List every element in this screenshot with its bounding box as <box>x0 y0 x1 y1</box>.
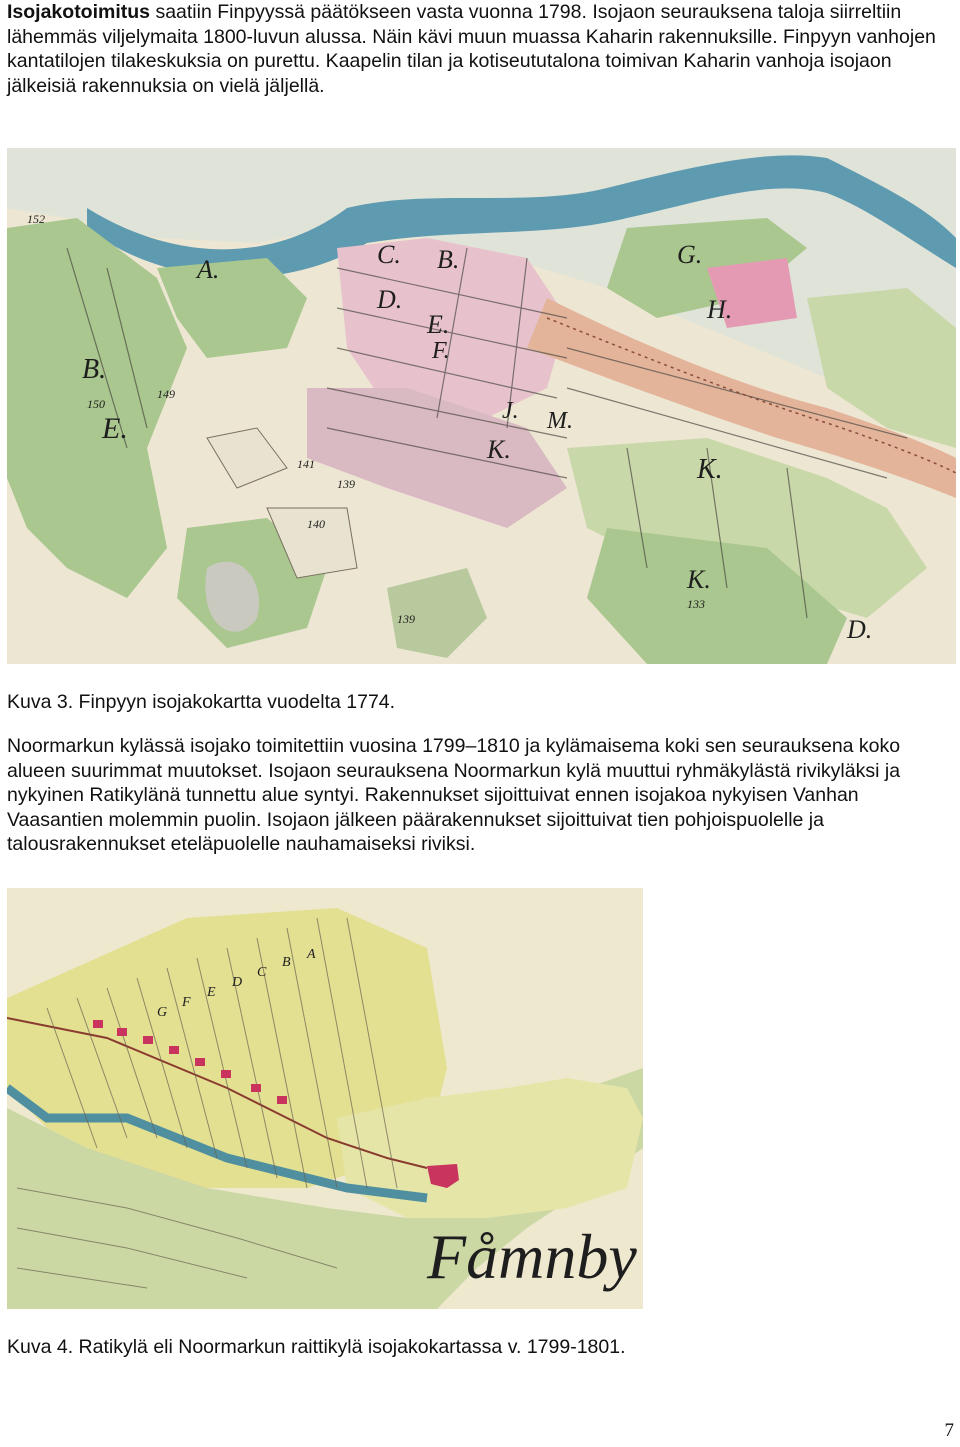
map1-number: 152 <box>27 212 45 226</box>
intro-text: saatiin Finpyyssä päätökseen vasta vuonna 1798. Isojaon seurauksena taloja siirreltiin lähemmäs viljelymaita 1800-luvun alussa. Näin kävi muun muassa Kaharin rakennuksille. Finpyyn vanhojen kantatilojen tilakeskuksia on purettu. Kaapelin tilan ja kotiseututalona toimivan Kaharin vanhoja isojaon jälkeisiä rakennuksia on vielä jäljellä. <box>7 1 936 97</box>
map1-label-e: E. <box>427 310 450 339</box>
map1-label-c: C. <box>377 240 401 269</box>
intro-lead: Isojakotoimitus <box>7 1 151 23</box>
map1-number: 141 <box>297 457 315 471</box>
map1-label-b2: B. <box>82 354 107 385</box>
map1-label-g: G. <box>677 240 703 269</box>
map1-number: 150 <box>87 397 105 411</box>
map1-number: 149 <box>157 387 175 401</box>
map1-number: 133 <box>687 597 705 611</box>
map1-label-h: H. <box>707 295 733 324</box>
map2-label-f: F <box>182 995 191 1010</box>
map1-number: 140 <box>307 517 325 531</box>
map1-number: 139 <box>397 612 415 626</box>
map1-label-b: B. <box>437 245 460 274</box>
map1-label-a: A. <box>197 255 220 284</box>
figure1-caption: Kuva 3. Finpyyn isojakokartta vuodelta 1774. <box>7 691 396 713</box>
map2-label-e: E <box>207 985 216 1000</box>
map2-label-c: C <box>257 965 267 980</box>
intro-paragraph <box>7 0 953 98</box>
map1-label-j: J. <box>502 398 519 424</box>
map2-label-a: A <box>307 947 316 962</box>
map2-place-name: Fåmnby <box>427 1221 637 1292</box>
map2-label-d: D <box>232 975 243 990</box>
map1-number: 139 <box>337 477 355 491</box>
map2-label-g: G <box>157 1005 168 1020</box>
map1-label-d: D. <box>377 285 403 314</box>
map1-label-k: K. <box>487 435 511 464</box>
ratikyla-map-1799 <box>7 888 643 1309</box>
map1-label-k2: K. <box>697 454 723 485</box>
map1-label-m: M. <box>547 408 573 434</box>
map1-label-k3: K. <box>687 565 711 594</box>
map1-label-f: F. <box>432 338 450 364</box>
body-paragraph: Noormarkun kylässä isojako toimitettiin vuosina 1799–1810 ja kylämaisema koki sen seurauksena koko alueen suurimmat muutokset. Isojaon seurauksena Noormarkun kylä muuttui ryhmäkylästä rivikyläksi ja nykyinen Ratikylänä tunnettu alue syntyi. Rakennukset sijoittuivat ennen isojakoa nykyisen Vanhan Vaasantien molemmin puolin. Isojaon jälkeen päärakennukset sijoittuivat tien pohjoispuolelle ja talousrakennukset eteläpuolelle nauhamaiseksi riviksi. <box>7 735 901 856</box>
map2-label-b: B <box>282 955 291 970</box>
figure2-caption: Kuva 4. Ratikylä eli Noormarkun raittikylä isojakokartassa v. 1799-1801. <box>7 1336 626 1358</box>
map1-label-d2: D. <box>847 615 873 644</box>
map1-label-e2: E. <box>102 412 128 445</box>
finpyy-map-1774 <box>7 148 956 664</box>
page-number: 7 <box>944 1420 954 1441</box>
